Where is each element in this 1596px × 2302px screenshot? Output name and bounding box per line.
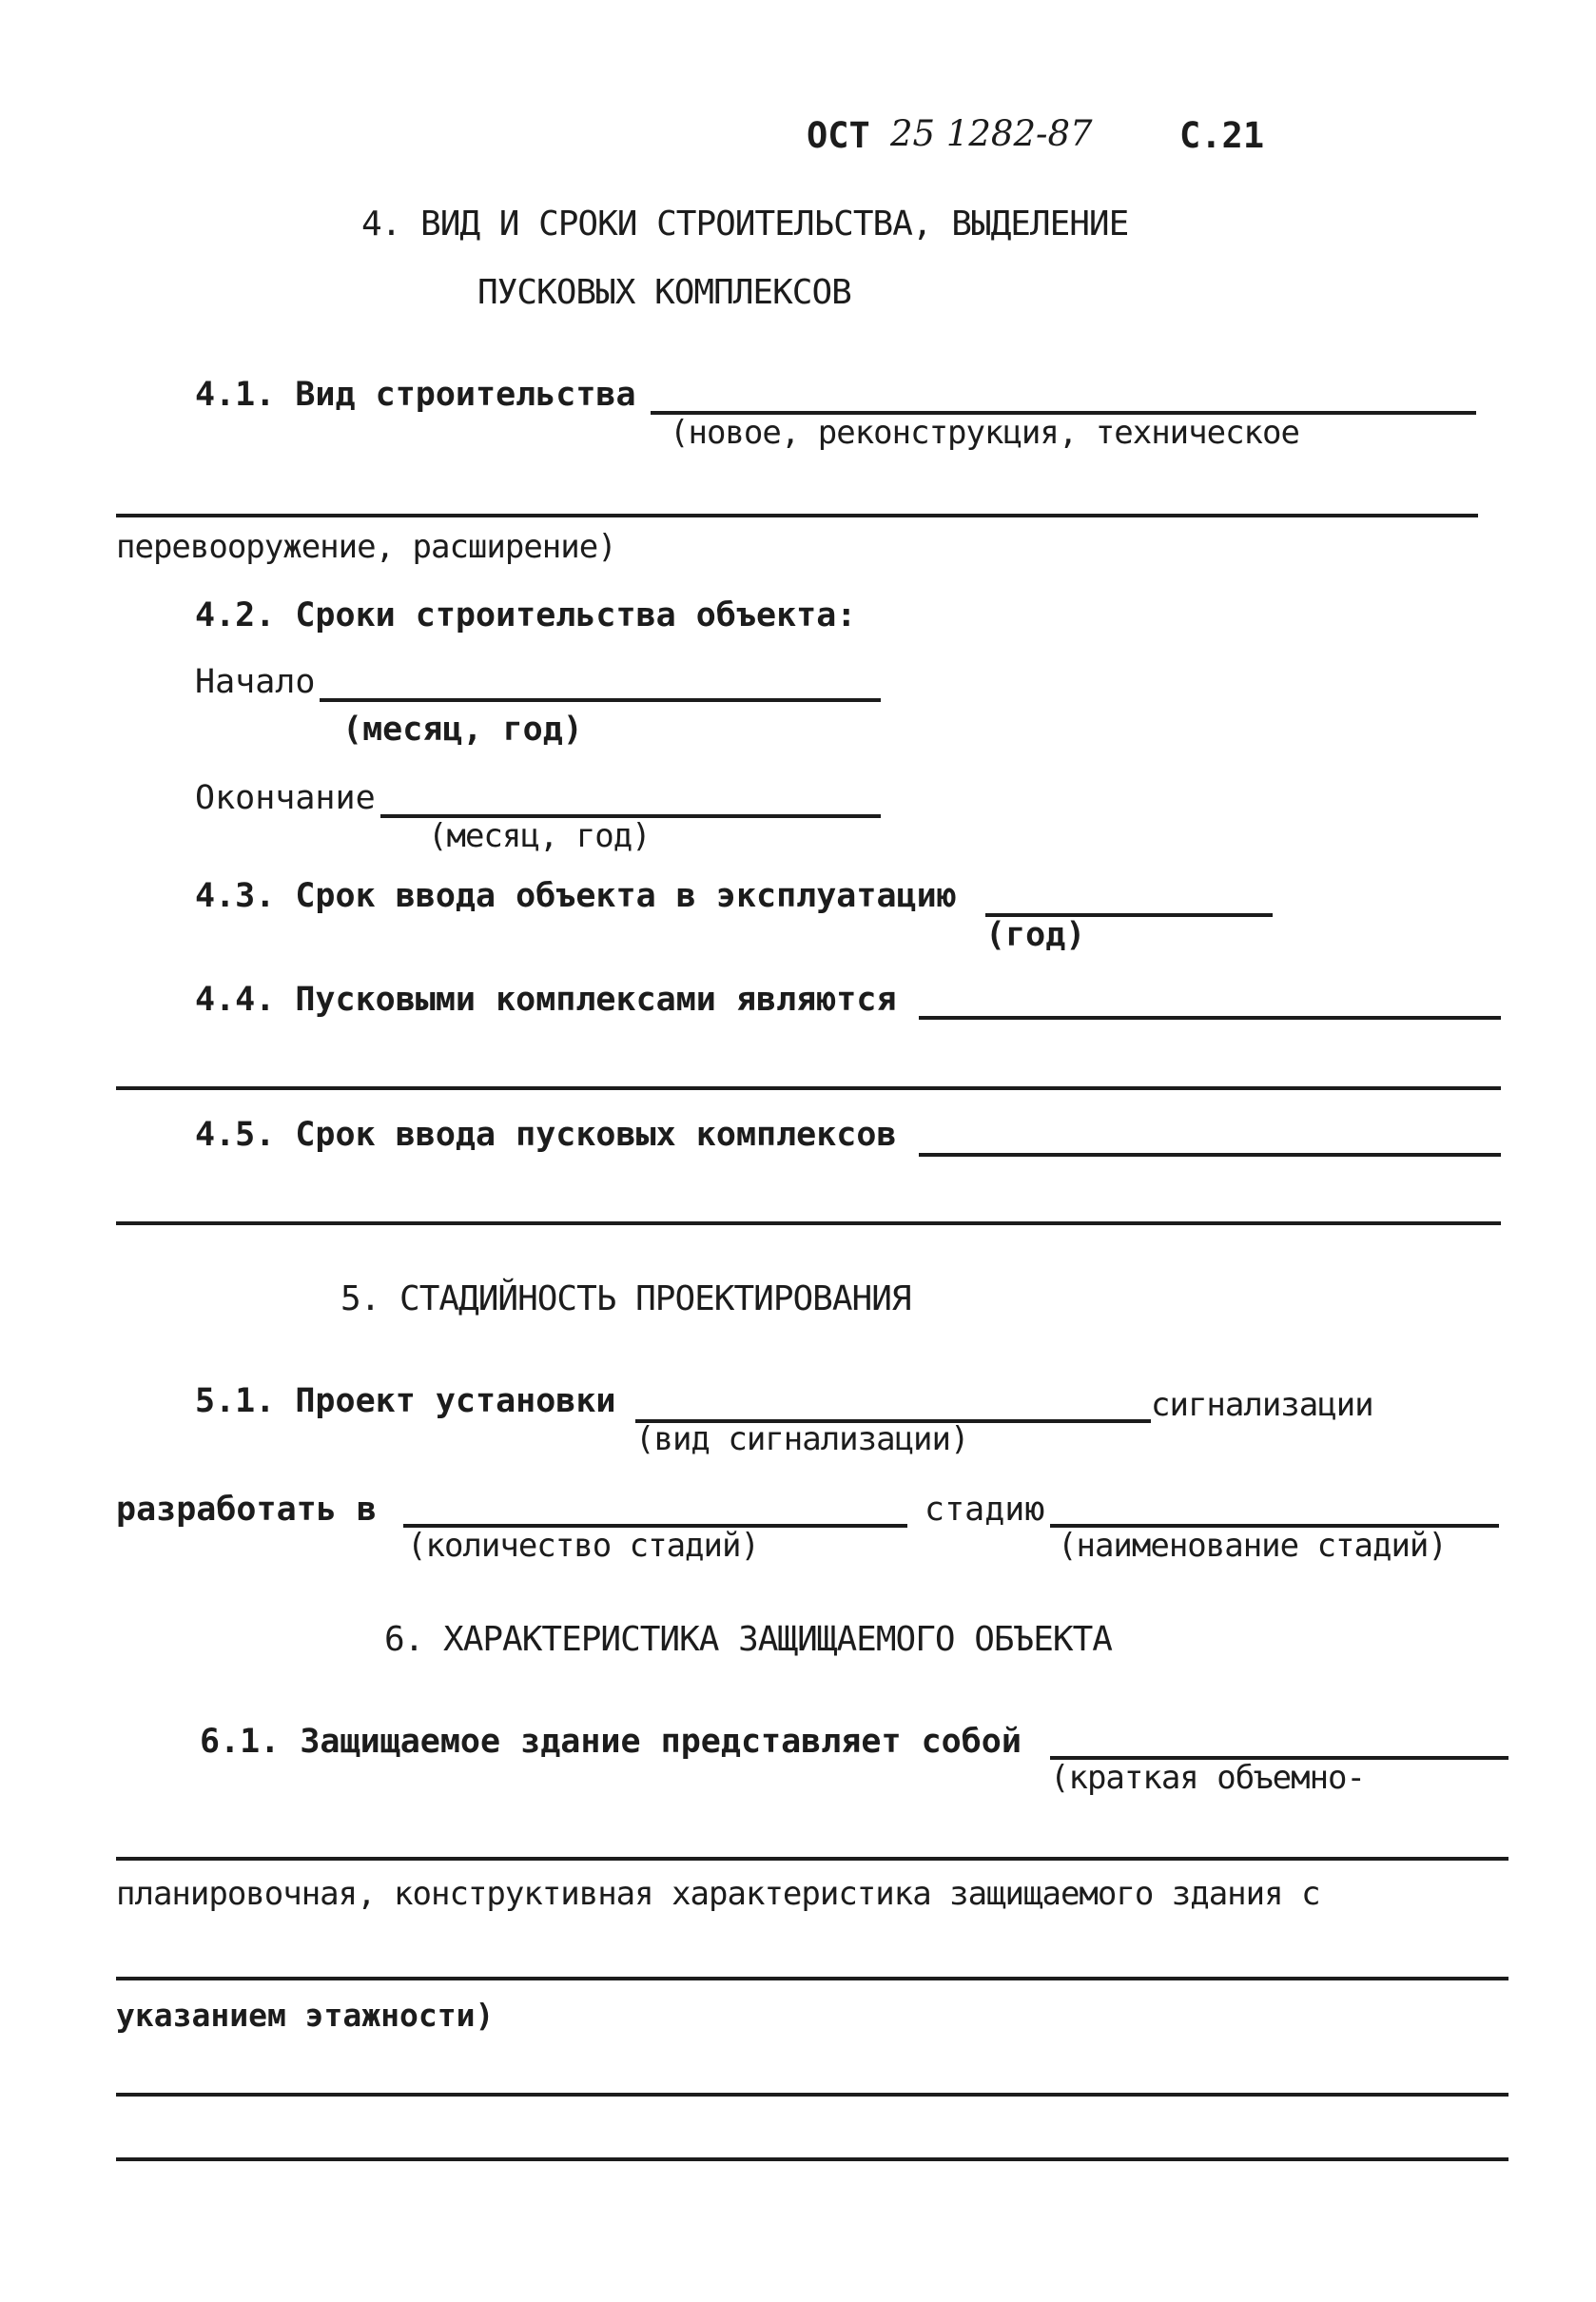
stage-count-caption: (количество стадий): [407, 1527, 759, 1565]
standard-prefix: ОСТ: [807, 115, 870, 156]
standard-number: 25 1282-87: [890, 113, 1093, 154]
start-blank-line: [320, 698, 881, 702]
page-number: С.21: [1179, 115, 1265, 156]
section-6-title: 6. ХАРАКТЕРИСТИКА ЗАЩИЩАЕМОГО ОБЪЕКТА: [384, 1620, 1112, 1659]
item-6-1-caption-line1: (краткая объемно-: [1050, 1759, 1365, 1797]
item-5-1-label: 5.1. Проект установки: [195, 1382, 616, 1420]
signal-suffix: сигнализации: [1151, 1386, 1373, 1424]
stage-name-caption: (наименование стадий): [1058, 1527, 1447, 1565]
section-4-title-line1: 4. ВИД И СРОКИ СТРОИТЕЛЬСТВА, ВЫДЕЛЕНИЕ: [361, 205, 1129, 244]
end-caption: (месяц, год): [428, 817, 651, 855]
start-label: Начало: [195, 663, 316, 701]
item-4-5-continuation-line: [116, 1221, 1501, 1225]
item-4-4-label: 4.4. Пусковыми комплексами являются: [195, 981, 897, 1019]
item-4-2-label: 4.2. Сроки строительства объекта:: [195, 596, 857, 634]
develop-label: разработать в: [116, 1491, 377, 1529]
item-6-1-caption-line3: указанием этажности): [116, 1997, 495, 2034]
item-4-1-label: 4.1. Вид строительства: [195, 376, 636, 414]
item-6-1-continuation-line-1: [116, 1857, 1508, 1861]
extra-blank-line-2: [116, 2157, 1508, 2161]
signal-type-caption: (вид сигнализации): [635, 1420, 969, 1458]
stage-label: стадию: [925, 1491, 1045, 1529]
section-4-title-line2: ПУСКОВЫХ КОМПЛЕКСОВ: [477, 273, 851, 312]
item-4-1-continuation-line: [116, 514, 1478, 517]
item-4-5-blank-line: [919, 1153, 1501, 1157]
item-4-4-blank-line: [919, 1016, 1501, 1020]
start-caption: (месяц, год): [342, 711, 583, 749]
item-4-3-caption: (год): [985, 916, 1086, 954]
item-6-1-label: 6.1. Защищаемое здание представляет собой: [200, 1723, 1022, 1761]
item-4-4-continuation-line: [116, 1086, 1501, 1090]
extra-blank-line-1: [116, 2093, 1508, 2097]
item-4-1-caption-line2: перевооружение, расширение): [116, 528, 616, 566]
item-4-3-label: 4.3. Срок ввода объекта в эксплуатацию: [195, 877, 957, 915]
item-6-1-caption-line2: планировочная, конструктивная характеристика защищаемого здания с: [116, 1875, 1320, 1913]
item-4-1-caption-line1: (новое, реконструкция, техническое: [670, 414, 1299, 452]
section-5-title: 5. СТАДИЙНОСТЬ ПРОЕКТИРОВАНИЯ: [341, 1279, 911, 1318]
item-6-1-continuation-line-2: [116, 1977, 1508, 1980]
item-4-5-label: 4.5. Срок ввода пусковых комплексов: [195, 1116, 897, 1154]
end-label: Окончание: [195, 779, 376, 817]
